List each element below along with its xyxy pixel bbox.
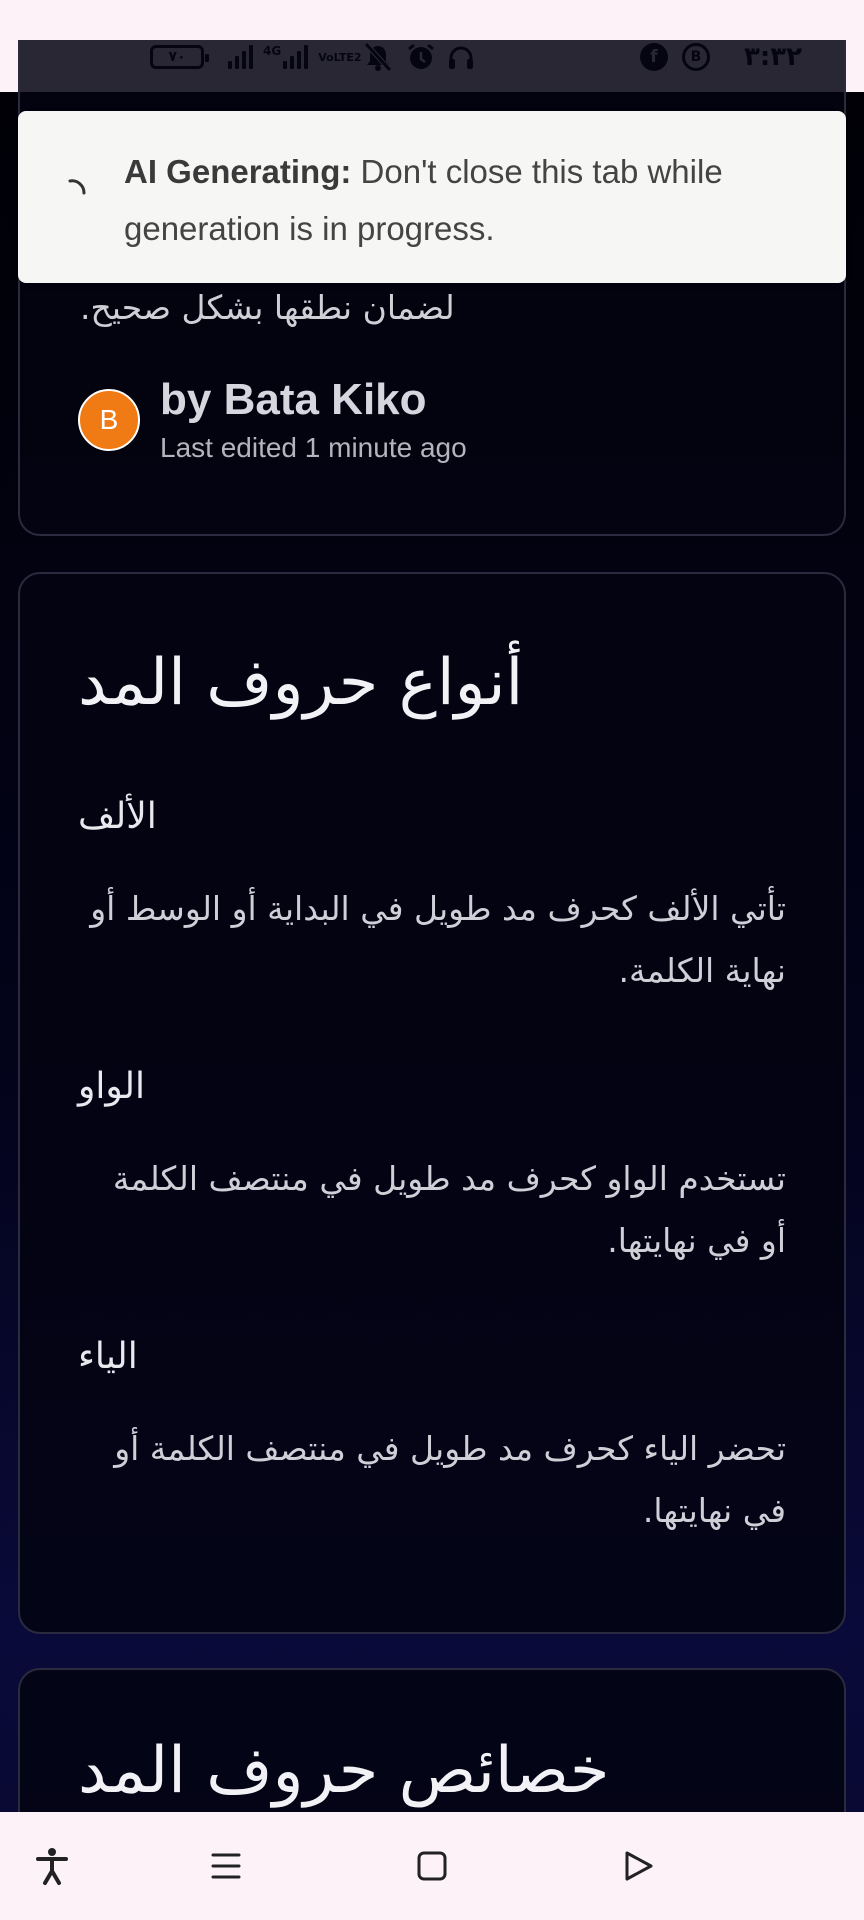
item-heading-yaa: الياء [78,1336,138,1377]
ai-generating-toast [18,111,846,283]
back-icon [621,1849,655,1883]
author-name[interactable]: by Bata Kiko [160,375,427,424]
last-edited-text: Last edited 1 minute ago [160,432,467,464]
item-text-waw: تستخدم الواو كحرف مد طويل في منتصف الكلمة أو في نهايتها. [112,1159,786,1260]
toast-message: Don't close this tab while generation is in progress. [124,153,723,247]
back-button[interactable] [614,1842,662,1890]
item-text-yaa: تحضر الياء كحرف مد طويل في منتصف الكلمة أو في نهايتها. [114,1429,786,1530]
partial-paragraph: لضمان نطقها بشكل صحيح. [80,288,455,327]
navigation-bar [0,1812,864,1920]
toast-text [124,143,806,257]
author-block [78,376,467,464]
section-card-types [18,572,846,1634]
accessibility-icon [35,1846,69,1886]
spinner-icon [62,175,92,205]
home-button[interactable] [408,1842,456,1890]
avatar[interactable]: B [78,389,140,451]
item-heading-alef: الألف [78,796,157,837]
section-title: أنواع حروف المد [78,646,524,720]
accessibility-button[interactable] [28,1842,76,1890]
item-text-alef: تأتي الألف كحرف مد طويل في البداية أو الوسط أو نهاية الكلمة. [90,889,786,990]
recents-icon [209,1849,243,1883]
item-heading-waw: الواو [78,1066,145,1107]
recents-button[interactable] [202,1842,250,1890]
section-title-properties: خصائص حروف المد [78,1734,610,1808]
home-icon [415,1849,449,1883]
toast-label: AI Generating: [124,153,352,190]
